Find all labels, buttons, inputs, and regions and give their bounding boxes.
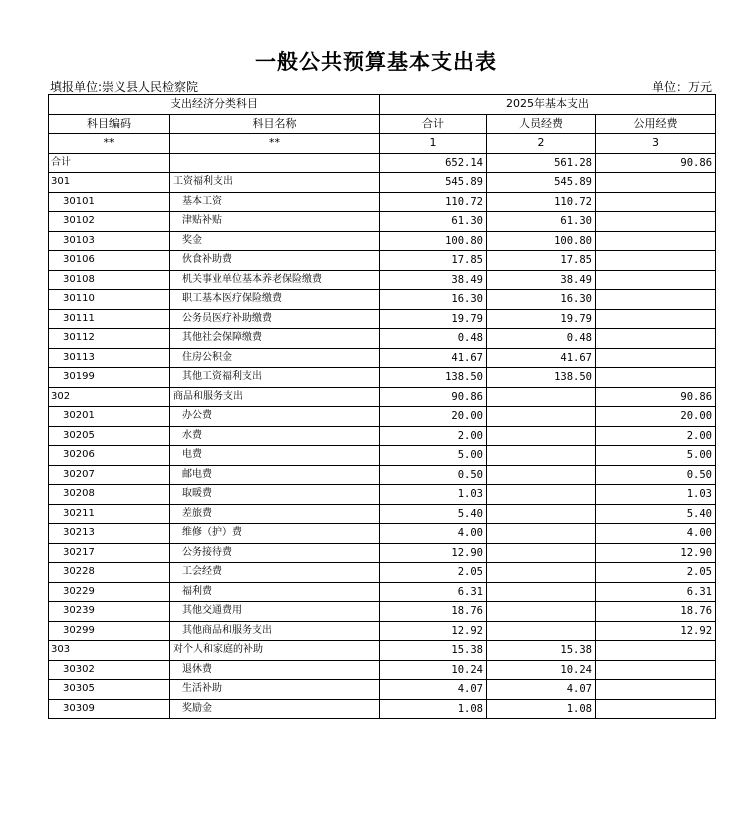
row-personnel: 110.72 [487, 192, 596, 212]
row-code: 30208 [49, 485, 170, 505]
row-personnel: 17.85 [487, 251, 596, 271]
row-personnel: 19.79 [487, 309, 596, 329]
table-row [49, 407, 716, 427]
row-total: 5.40 [380, 504, 487, 524]
row-personnel: 561.28 [487, 153, 596, 173]
table-row [49, 621, 716, 641]
row-total: 16.30 [380, 290, 487, 310]
header-name: 科目名称 [170, 114, 380, 134]
row-total: 4.00 [380, 524, 487, 544]
table-row [49, 641, 716, 661]
row-code: 30217 [49, 543, 170, 563]
row-public: 4.00 [596, 524, 716, 544]
row-total: 15.38 [380, 641, 487, 661]
header-personnel: 人员经费 [487, 114, 596, 134]
row-code: 30206 [49, 446, 170, 466]
header-name-mark: ** [170, 134, 380, 154]
row-name: 生活补助 [170, 680, 380, 700]
row-code: 30305 [49, 680, 170, 700]
row-code: 30110 [49, 290, 170, 310]
row-public: 6.31 [596, 582, 716, 602]
row-personnel [487, 485, 596, 505]
row-name: 商品和服务支出 [170, 387, 380, 407]
row-code: 301 [49, 173, 170, 193]
row-personnel [487, 621, 596, 641]
row-public [596, 348, 716, 368]
row-name: 电费 [170, 446, 380, 466]
table-row [49, 504, 716, 524]
table-row [49, 524, 716, 544]
table-row [49, 290, 716, 310]
table-row [49, 348, 716, 368]
row-public: 1.03 [596, 485, 716, 505]
header-basic-expenditure: 2025年基本支出 [380, 95, 716, 115]
row-name: 公务接待费 [170, 543, 380, 563]
table-row [49, 329, 716, 349]
row-name: 基本工资 [170, 192, 380, 212]
row-name: 其他商品和服务支出 [170, 621, 380, 641]
row-code: 303 [49, 641, 170, 661]
row-total: 545.89 [380, 173, 487, 193]
row-total: 18.76 [380, 602, 487, 622]
row-code: 30207 [49, 465, 170, 485]
table-row [49, 543, 716, 563]
row-public: 90.86 [596, 153, 716, 173]
row-name: 公务员医疗补助缴费 [170, 309, 380, 329]
row-total: 100.80 [380, 231, 487, 251]
row-personnel [487, 602, 596, 622]
row-code: 30111 [49, 309, 170, 329]
table-row [49, 660, 716, 680]
table-row [49, 485, 716, 505]
row-personnel [487, 524, 596, 544]
row-code: 30309 [49, 699, 170, 719]
table-row [49, 387, 716, 407]
row-public: 5.40 [596, 504, 716, 524]
header-column-row [49, 114, 716, 134]
row-name: 退休费 [170, 660, 380, 680]
header-index-row [49, 134, 716, 154]
row-total: 0.48 [380, 329, 487, 349]
row-name: 伙食补助费 [170, 251, 380, 271]
row-code: 30102 [49, 212, 170, 232]
row-personnel [487, 543, 596, 563]
row-total: 0.50 [380, 465, 487, 485]
header-personnel-index: 2 [487, 134, 596, 154]
row-public [596, 368, 716, 388]
row-code: 30112 [49, 329, 170, 349]
table-row [49, 270, 716, 290]
row-personnel: 38.49 [487, 270, 596, 290]
row-personnel: 15.38 [487, 641, 596, 661]
table-row [49, 602, 716, 622]
row-personnel [487, 426, 596, 446]
table-row [49, 153, 716, 173]
row-public [596, 251, 716, 271]
row-public: 5.00 [596, 446, 716, 466]
header-economic-classification: 支出经济分类科目 [49, 95, 380, 115]
row-total: 110.72 [380, 192, 487, 212]
row-public: 12.90 [596, 543, 716, 563]
expenditure-table [48, 94, 716, 719]
row-code: 30229 [49, 582, 170, 602]
row-name: 其他社会保障缴费 [170, 329, 380, 349]
row-code: 30211 [49, 504, 170, 524]
row-total: 61.30 [380, 212, 487, 232]
row-code: 30239 [49, 602, 170, 622]
row-total: 10.24 [380, 660, 487, 680]
row-personnel [487, 407, 596, 427]
row-total: 1.08 [380, 699, 487, 719]
table-row [49, 192, 716, 212]
row-total: 41.67 [380, 348, 487, 368]
row-public [596, 680, 716, 700]
row-public [596, 212, 716, 232]
row-total: 12.90 [380, 543, 487, 563]
row-code: 30113 [49, 348, 170, 368]
header-code: 科目编码 [49, 114, 170, 134]
row-name: 工资福利支出 [170, 173, 380, 193]
row-personnel: 16.30 [487, 290, 596, 310]
row-code: 30213 [49, 524, 170, 544]
table-row [49, 212, 716, 232]
row-code: 30199 [49, 368, 170, 388]
row-personnel: 545.89 [487, 173, 596, 193]
row-code: 30205 [49, 426, 170, 446]
header-public-index: 3 [596, 134, 716, 154]
row-public: 90.86 [596, 387, 716, 407]
table-row [49, 368, 716, 388]
row-name [170, 153, 380, 173]
row-code: 30103 [49, 231, 170, 251]
table-row [49, 465, 716, 485]
table-row [49, 173, 716, 193]
row-total: 12.92 [380, 621, 487, 641]
row-personnel [487, 465, 596, 485]
row-code: 302 [49, 387, 170, 407]
row-public [596, 192, 716, 212]
row-public: 2.05 [596, 563, 716, 583]
row-personnel [487, 387, 596, 407]
row-name: 职工基本医疗保险缴费 [170, 290, 380, 310]
row-total: 20.00 [380, 407, 487, 427]
row-name: 其他交通费用 [170, 602, 380, 622]
row-code: 合计 [49, 153, 170, 173]
row-name: 奖金 [170, 231, 380, 251]
row-name: 对个人和家庭的补助 [170, 641, 380, 661]
row-total: 1.03 [380, 485, 487, 505]
row-code: 30299 [49, 621, 170, 641]
row-total: 17.85 [380, 251, 487, 271]
row-public: 20.00 [596, 407, 716, 427]
row-public [596, 641, 716, 661]
row-total: 5.00 [380, 446, 487, 466]
row-personnel: 0.48 [487, 329, 596, 349]
row-name: 机关事业单位基本养老保险缴费 [170, 270, 380, 290]
row-public [596, 309, 716, 329]
row-name: 邮电费 [170, 465, 380, 485]
row-code: 30101 [49, 192, 170, 212]
row-personnel: 4.07 [487, 680, 596, 700]
row-name: 取暖费 [170, 485, 380, 505]
row-personnel [487, 446, 596, 466]
row-name: 奖励金 [170, 699, 380, 719]
row-public: 12.92 [596, 621, 716, 641]
row-name: 福利费 [170, 582, 380, 602]
row-name: 水费 [170, 426, 380, 446]
row-name: 工会经费 [170, 563, 380, 583]
row-total: 6.31 [380, 582, 487, 602]
row-code: 30108 [49, 270, 170, 290]
row-name: 津贴补贴 [170, 212, 380, 232]
header-total-index: 1 [380, 134, 487, 154]
row-total: 38.49 [380, 270, 487, 290]
row-public: 2.00 [596, 426, 716, 446]
table-row [49, 582, 716, 602]
row-public [596, 270, 716, 290]
row-public: 18.76 [596, 602, 716, 622]
table-row [49, 231, 716, 251]
row-personnel: 61.30 [487, 212, 596, 232]
header-group-row [49, 95, 716, 115]
row-public [596, 231, 716, 251]
row-public [596, 329, 716, 349]
row-name: 维修（护）费 [170, 524, 380, 544]
reporting-unit: 填报单位:崇义县人民检察院 [50, 80, 199, 94]
row-code: 30201 [49, 407, 170, 427]
row-personnel: 10.24 [487, 660, 596, 680]
row-total: 652.14 [380, 153, 487, 173]
row-public [596, 699, 716, 719]
row-name: 住房公积金 [170, 348, 380, 368]
row-personnel: 1.08 [487, 699, 596, 719]
row-public [596, 660, 716, 680]
row-personnel [487, 504, 596, 524]
row-public: 0.50 [596, 465, 716, 485]
header-total: 合计 [380, 114, 487, 134]
row-total: 4.07 [380, 680, 487, 700]
row-public [596, 173, 716, 193]
row-total: 19.79 [380, 309, 487, 329]
table-row [49, 699, 716, 719]
row-name: 办公费 [170, 407, 380, 427]
row-name: 其他工资福利支出 [170, 368, 380, 388]
table-row [49, 563, 716, 583]
table-row [49, 251, 716, 271]
row-total: 2.00 [380, 426, 487, 446]
page-title: 一般公共预算基本支出表 [255, 49, 497, 74]
header-code-mark: ** [49, 134, 170, 154]
table-row [49, 426, 716, 446]
row-personnel: 100.80 [487, 231, 596, 251]
table-row [49, 680, 716, 700]
row-total: 90.86 [380, 387, 487, 407]
row-name: 差旅费 [170, 504, 380, 524]
header-public: 公用经费 [596, 114, 716, 134]
row-public [596, 290, 716, 310]
row-personnel [487, 582, 596, 602]
table-row [49, 446, 716, 466]
row-personnel: 41.67 [487, 348, 596, 368]
currency-unit: 单位：万元 [651, 80, 712, 94]
row-personnel: 138.50 [487, 368, 596, 388]
row-total: 2.05 [380, 563, 487, 583]
row-personnel [487, 563, 596, 583]
row-total: 138.50 [380, 368, 487, 388]
row-code: 30228 [49, 563, 170, 583]
row-code: 30302 [49, 660, 170, 680]
row-code: 30106 [49, 251, 170, 271]
table-row [49, 309, 716, 329]
